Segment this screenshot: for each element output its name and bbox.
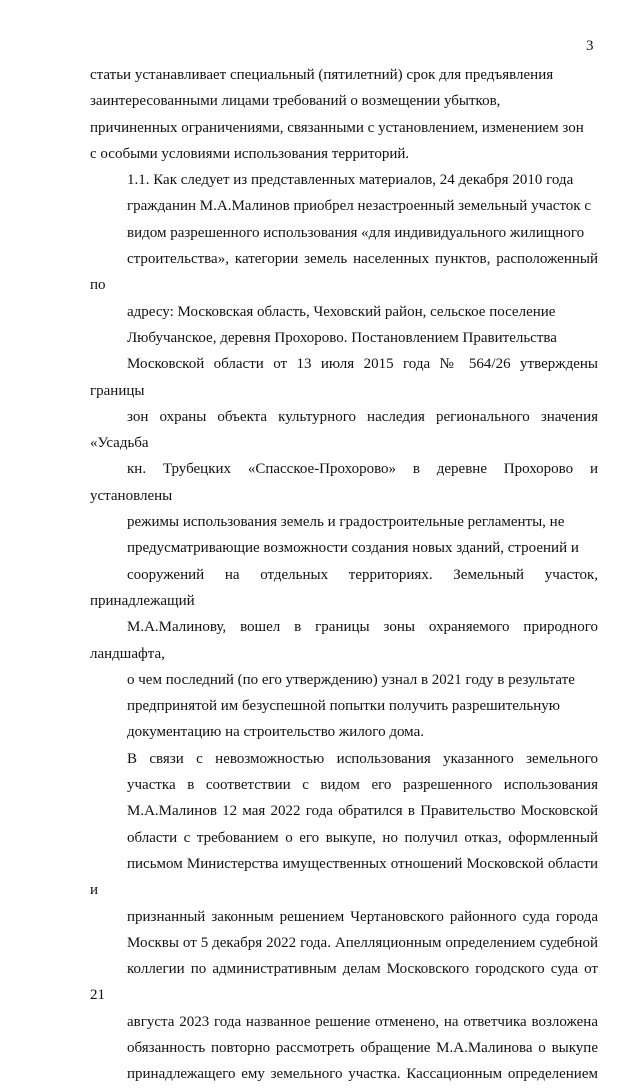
paragraph-continued — [90, 62, 598, 167]
paragraph-next — [90, 746, 598, 1088]
text-line: Московской области от 13 июля 2015 года № 564/26 утверждены границы — [90, 356, 598, 399]
text-line: М.А.Малинов 12 мая 2022 года обратился в Правительство Московской — [127, 803, 598, 820]
text-line: М.А.Малинову, вошел в границы зоны охраняемого природного ландшафта, — [90, 619, 598, 662]
text-line: обязанность повторно рассмотреть обращение М.А.Малинова о выкупе — [127, 1039, 598, 1056]
text-line: письмом Министерства имущественных отношений Московской области и — [90, 855, 598, 899]
page-number: 3 — [586, 38, 594, 54]
text-line: гражданин М.А.Малинов приобрел незастроенный земельный участок с — [127, 198, 591, 215]
text-line: коллегии по административным делам Московского городского суда от 21 — [90, 961, 598, 1004]
text-line: документацию на строительство жилого дома. — [127, 724, 424, 741]
text-line: 1.1. Как следует из представленных материалов, 24 декабря 2010 года — [127, 172, 574, 189]
text-line: о чем последний (по его утверждению) узнал в 2021 году в результате — [127, 671, 575, 688]
text-line: признанный законным решением Чертановского районного суда города — [127, 908, 598, 925]
text-line: строительства», категории земель населенных пунктов, расположенный по — [90, 251, 598, 294]
text-line: причиненных ограничениями, связанными с установлением, изменением зон — [90, 119, 584, 136]
text-line: статьи устанавливает специальный (пятилетний) срок для предъявления — [90, 67, 554, 83]
text-line: режимы использования земель и градостроительные регламенты, не — [127, 514, 565, 531]
text-line: с особыми условиями использования территорий. — [90, 145, 410, 162]
text-line: кн. Трубецких «Спасское-Прохорово» в деревне Прохорово и установлены — [90, 461, 598, 504]
text-line: участка в соответствии с видом его разрешенного использования — [127, 777, 598, 794]
text-line: заинтересованными лицами требований о возмещении убытков, — [90, 93, 501, 110]
text-line: адресу: Московская область, Чеховский район, сельское поселение — [127, 303, 556, 320]
document-body — [90, 62, 598, 1088]
text-line: сооружений на отдельных территориях. Земельный участок, принадлежащий — [90, 566, 598, 609]
text-line: принадлежащего ему земельного участка. Кассационным определением — [127, 1066, 598, 1083]
text-line: августа 2023 года названное решение отменено, на ответчика возложена — [127, 1013, 598, 1030]
text-line: видом разрешенного использования «для индивидуального жилищного — [127, 224, 585, 241]
text-line: предпринятой им безуспешной попытки получить разрешительную — [127, 698, 560, 715]
text-line: Любучанское, деревня Прохорово. Постановлением Правительства — [127, 329, 557, 346]
text-line: зон охраны объекта культурного наследия регионального значения «Усадьба — [90, 408, 598, 452]
text-line: В связи с невозможностью использования указанного земельного — [127, 750, 598, 767]
paragraph-1-1 — [90, 167, 598, 746]
text-line: предусматривающие возможности создания новых зданий, строений и — [127, 540, 579, 557]
text-line: Москвы от 5 декабря 2022 года. Апелляционным определением судебной — [127, 934, 598, 951]
text-line: области с требованием о его выкупе, но получил отказ, оформленный — [127, 829, 598, 846]
